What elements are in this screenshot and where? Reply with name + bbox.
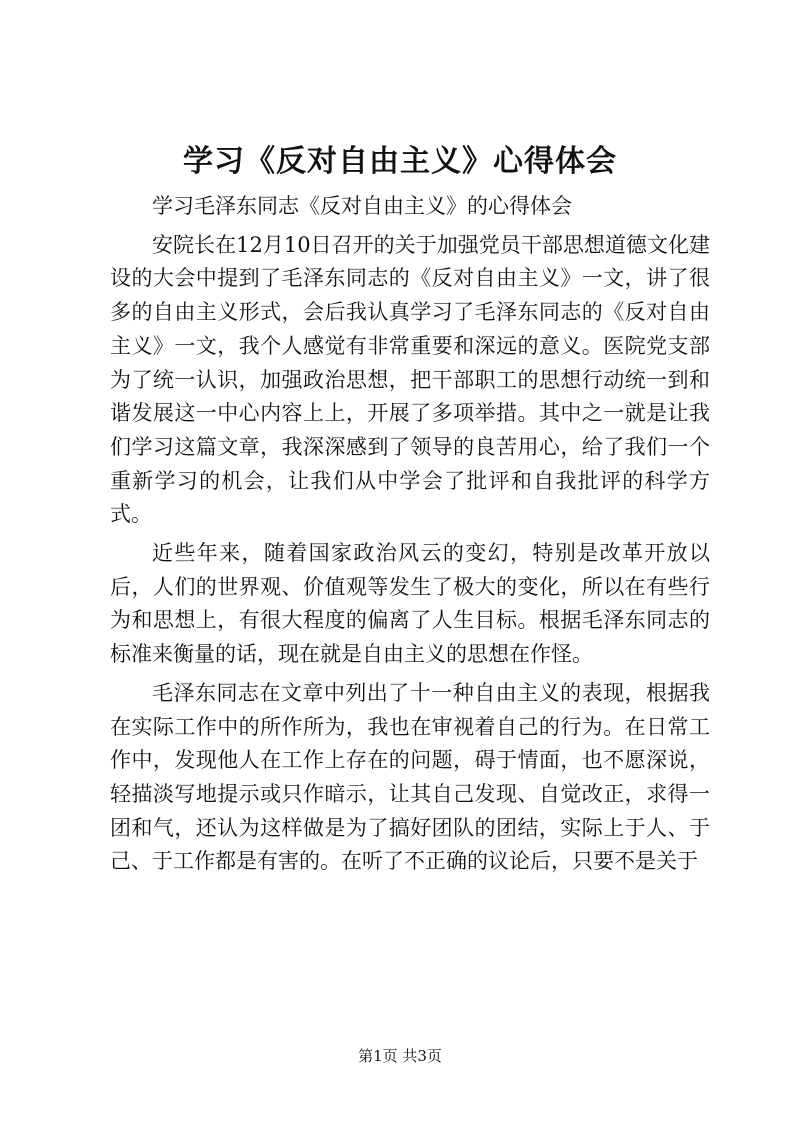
paragraph-1: 安院长在12月10日召开的关于加强党员干部思想道德文化建设的大会中提到了毛泽东同志的《反对自由主义》一文，讲了很多的自由主义形式，会后我认真学习了毛泽东同志的《反对自由主义》一文，我个人感觉有非常重要和深远的意义。医院党支部为了统一认识，加强政治思想，把干部职工的思想行动统一到和谐发展这一中心内容上上，开展了多项举措。其中之一就是让我们学习这篇文章，我深深感到了领导的良苦用心，给了我们一个重新学习的机会，让我们从中学会了批评和自我批评的科学方式。 xyxy=(110,232,710,527)
paragraph-3: 毛泽东同志在文章中列出了十一种自由主义的表现，根据我在实际工作中的所作所为，我也在审视着自己的行为。在日常工作中，发现他人在工作上存在的问题，碍于情面，也不愿深说，轻描淡写地提示或只作暗示，让其自己发现、自觉改正，求得一团和气，还认为这样做是为了搞好团队的团结，实际上于人、于己、于工作都是有害的。在听了不正确的议论后，只要不是关于 xyxy=(110,680,710,874)
paragraph-2: 近些年来，随着国家政治风云的变幻，特别是改革开放以后，人们的世界观、价值观等发生了极大的变化，所以在有些行为和思想上，有很大程度的偏离了人生目标。根据毛泽东同志的标准来衡量的话，现在就是自由主义的思想在作怪。 xyxy=(110,541,710,667)
document-body xyxy=(110,190,710,879)
page-number: 第1页 共3页 xyxy=(358,1047,442,1065)
document-subtitle: 学习毛泽东同志《反对自由主义》的心得体会 xyxy=(152,194,572,218)
document-title: 学习《反对自由主义》心得体会 xyxy=(183,144,617,179)
